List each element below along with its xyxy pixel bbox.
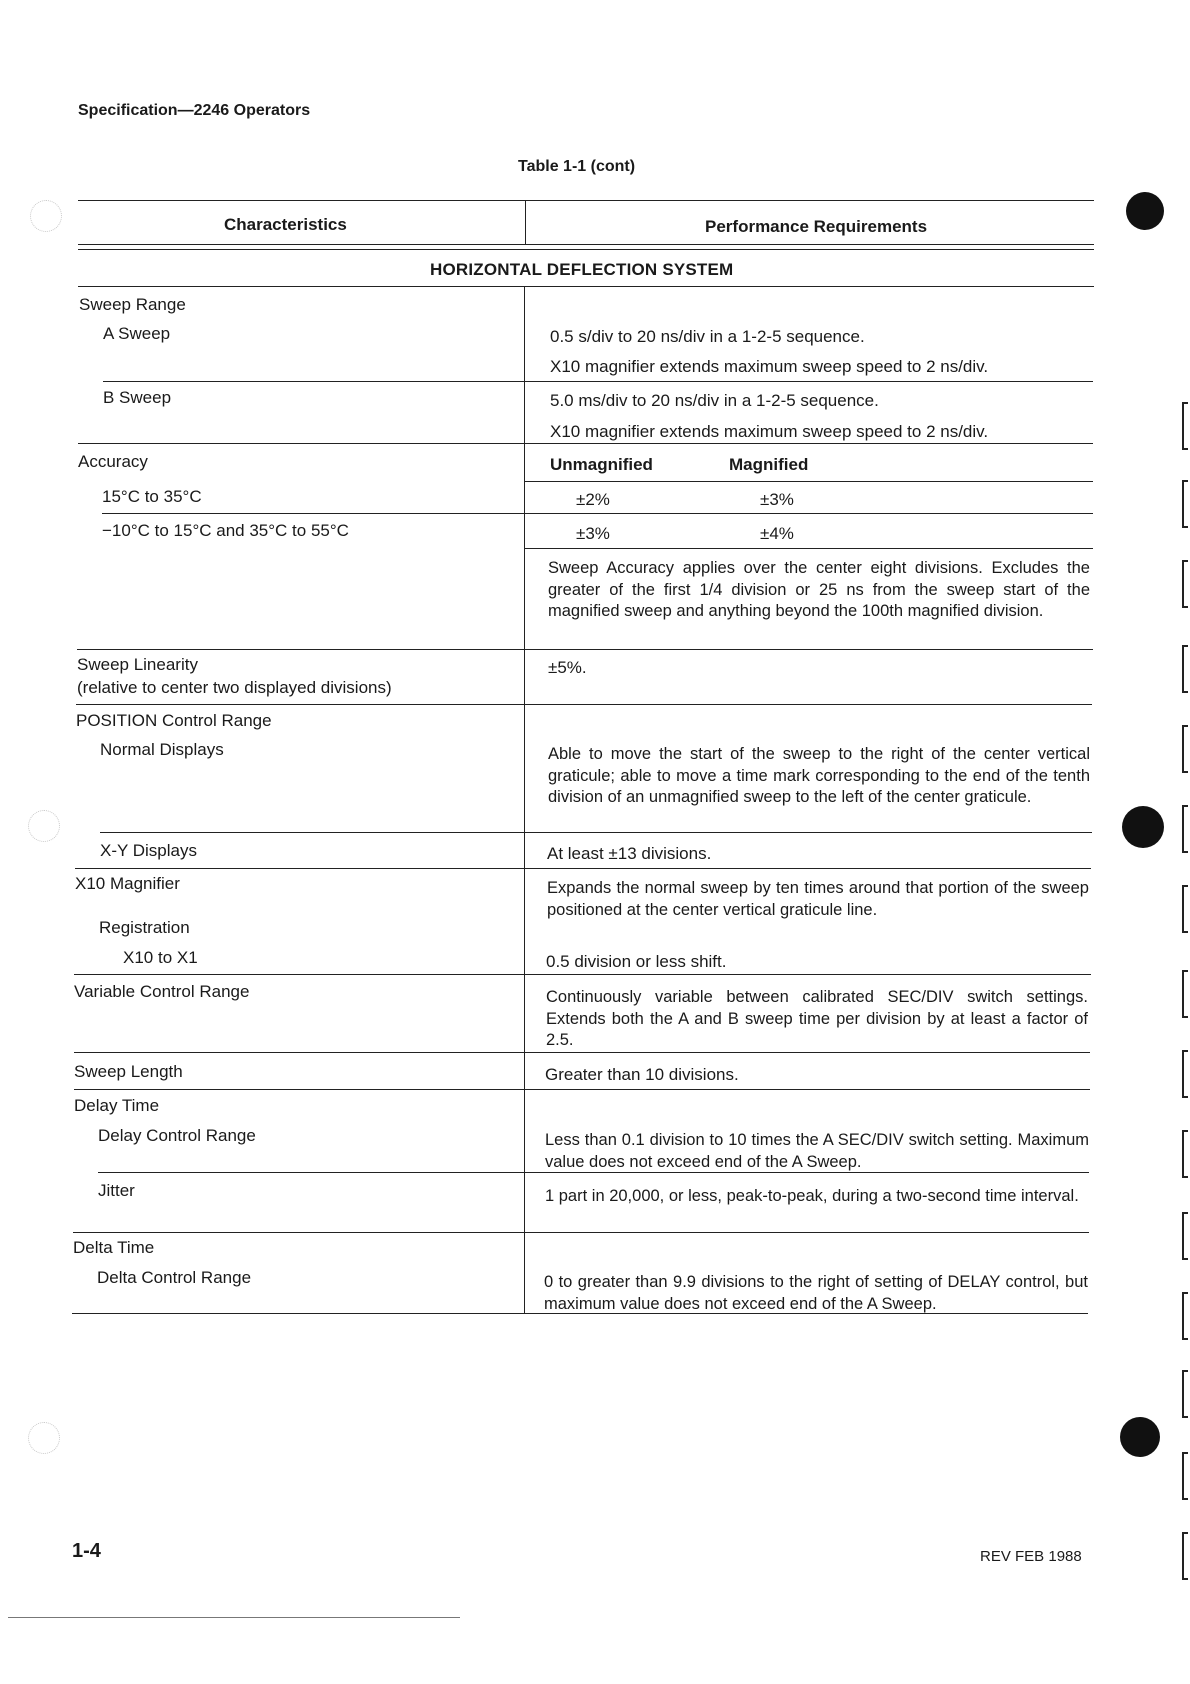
row-rule: [100, 832, 1092, 833]
change-bar: [1182, 1212, 1188, 1260]
row-rule: [102, 513, 1093, 514]
change-bar: [1182, 1452, 1188, 1500]
row-sublabel: B Sweep: [103, 388, 172, 407]
row-sublabel: Delta Control Range: [97, 1268, 252, 1287]
column-divider: [525, 200, 526, 244]
row-rule: [75, 868, 1091, 869]
row-sublabel: (relative to center two displayed divisions): [77, 678, 392, 697]
perf-paragraph: 0 to greater than 9.9 divisions to the right of setting of DELAY control, but maximum value does not exceed end of the A Sweep.: [544, 1273, 1088, 1313]
perf-paragraph: Sweep Accuracy applies over the center eight divisions. Excludes the greater of the first 1/4 division or 25 ns from the sweep start of the magnified sweep and anything beyond the 100th magnified division.: [548, 559, 1090, 620]
row-rule: [74, 1052, 1090, 1053]
revision-date: REV FEB 1988: [980, 1548, 1082, 1565]
row-sublabel: X-Y Displays: [100, 841, 197, 860]
perf-paragraph: Expands the normal sweep by ten times around that portion of the sweep positioned at the center vertical graticule line.: [547, 879, 1089, 919]
margin-bullet: [1120, 1417, 1160, 1457]
change-bar: [1182, 1050, 1188, 1098]
perf-text: ±5%.: [548, 658, 587, 677]
row-label: X10 Magnifier: [75, 874, 180, 893]
change-bar: [1182, 402, 1188, 450]
change-bar: [1182, 885, 1188, 933]
perf-paragraph: Able to move the start of the sweep to the right of the center vertical graticule; able to move a time mark corresponding to the end of the tenth division of an unmagnified sweep to the left of the center graticule.: [548, 745, 1090, 806]
perf-text: X10 magnifier extends maximum sweep speed to 2 ns/div.: [550, 422, 989, 441]
column-header-characteristics: Characteristics: [224, 215, 347, 234]
perf-text: At least ±13 divisions.: [547, 844, 712, 863]
header-bottom-rule-2: [78, 249, 1094, 250]
row-rule: [77, 649, 1093, 650]
row-sublabel: Delay Control Range: [98, 1126, 256, 1145]
header-bottom-rule: [78, 244, 1094, 245]
page-number: 1-4: [72, 1540, 101, 1562]
row-label: Accuracy: [78, 452, 148, 471]
row-label: POSITION Control Range: [76, 711, 272, 730]
change-bar: [1182, 805, 1188, 853]
table-top-rule: [78, 200, 1094, 201]
change-bar: [1182, 1370, 1188, 1418]
page-header: Specification—2246 Operators: [78, 102, 311, 119]
row-rule: [73, 1232, 1089, 1233]
binder-hole: [28, 810, 60, 842]
change-bar: [1182, 560, 1188, 608]
row-rule: [524, 481, 1093, 482]
row-rule: [103, 381, 1093, 382]
change-bar: [1182, 1130, 1188, 1178]
row-sublabel: Normal Displays: [100, 740, 224, 759]
row-rule: [98, 1172, 1089, 1173]
table-title: Table 1-1 (cont): [518, 158, 636, 175]
perf-value-magnified: ±3%: [760, 490, 794, 509]
row-sublabel: −10°C to 15°C and 35°C to 55°C: [102, 521, 349, 540]
row-label: Variable Control Range: [74, 982, 250, 1001]
perf-paragraph: Less than 0.1 division to 10 times the A SEC/DIV switch setting. Maximum value does not exceed end of the A Sweep.: [545, 1131, 1089, 1171]
perf-value-magnified: ±4%: [760, 524, 794, 543]
perf-paragraph: 1 part in 20,000, or less, peak-to-peak, during a two-second time interval.: [545, 1187, 1079, 1205]
binder-hole: [28, 1422, 60, 1454]
bottom-edge-rule: [8, 1617, 460, 1618]
row-sublabel: Jitter: [98, 1181, 135, 1200]
row-rule: [76, 704, 1092, 705]
row-rule: [74, 974, 1091, 975]
change-bar: [1182, 1532, 1188, 1580]
row-sublabel: Registration: [99, 918, 190, 937]
margin-bullet: [1126, 192, 1164, 230]
change-bar: [1182, 645, 1188, 693]
row-label: Delta Time: [73, 1238, 155, 1257]
row-rule: [74, 1089, 1090, 1090]
section-rule: [78, 286, 1094, 287]
perf-text: X10 magnifier extends maximum sweep speed to 2 ns/div.: [550, 357, 989, 376]
change-bar: [1182, 970, 1188, 1018]
perf-text: Greater than 10 divisions.: [545, 1065, 739, 1084]
row-label: Delay Time: [74, 1096, 160, 1115]
perf-value-unmagnified: ±2%: [576, 490, 610, 509]
perf-text: 5.0 ms/div to 20 ns/div in a 1-2-5 sequence.: [550, 391, 879, 410]
column-divider: [524, 286, 525, 1314]
change-bar: [1182, 725, 1188, 773]
binder-hole: [30, 200, 62, 232]
change-bar: [1182, 480, 1188, 528]
perf-value-unmagnified: ±3%: [576, 524, 610, 543]
row-sublabel: A Sweep: [103, 324, 171, 343]
perf-text: 0.5 s/div to 20 ns/div in a 1-2-5 sequence.: [550, 327, 865, 346]
row-rule: [78, 443, 1093, 444]
section-title: HORIZONTAL DEFLECTION SYSTEM: [430, 260, 734, 279]
row-label: Sweep Length: [74, 1062, 183, 1081]
row-rule: [524, 548, 1093, 549]
perf-paragraph: Continuously variable between calibrated SEC/DIV switch settings. Extends both the A and B sweep time per division by at least a factor of 2.5.: [546, 988, 1088, 1049]
row-sublabel: 15°C to 35°C: [102, 487, 202, 506]
row-sublabel: X10 to X1: [123, 948, 198, 967]
subheader-magnified: Magnified: [729, 455, 809, 474]
subheader-unmagnified: Unmagnified: [550, 455, 653, 474]
row-label: Sweep Linearity: [77, 655, 198, 674]
margin-bullet: [1122, 806, 1164, 848]
row-label: Sweep Range: [79, 295, 186, 314]
column-header-performance: Performance Requirements: [705, 217, 928, 236]
table-bottom-rule: [72, 1313, 1088, 1314]
perf-text: 0.5 division or less shift.: [546, 952, 727, 971]
change-bar: [1182, 1292, 1188, 1340]
